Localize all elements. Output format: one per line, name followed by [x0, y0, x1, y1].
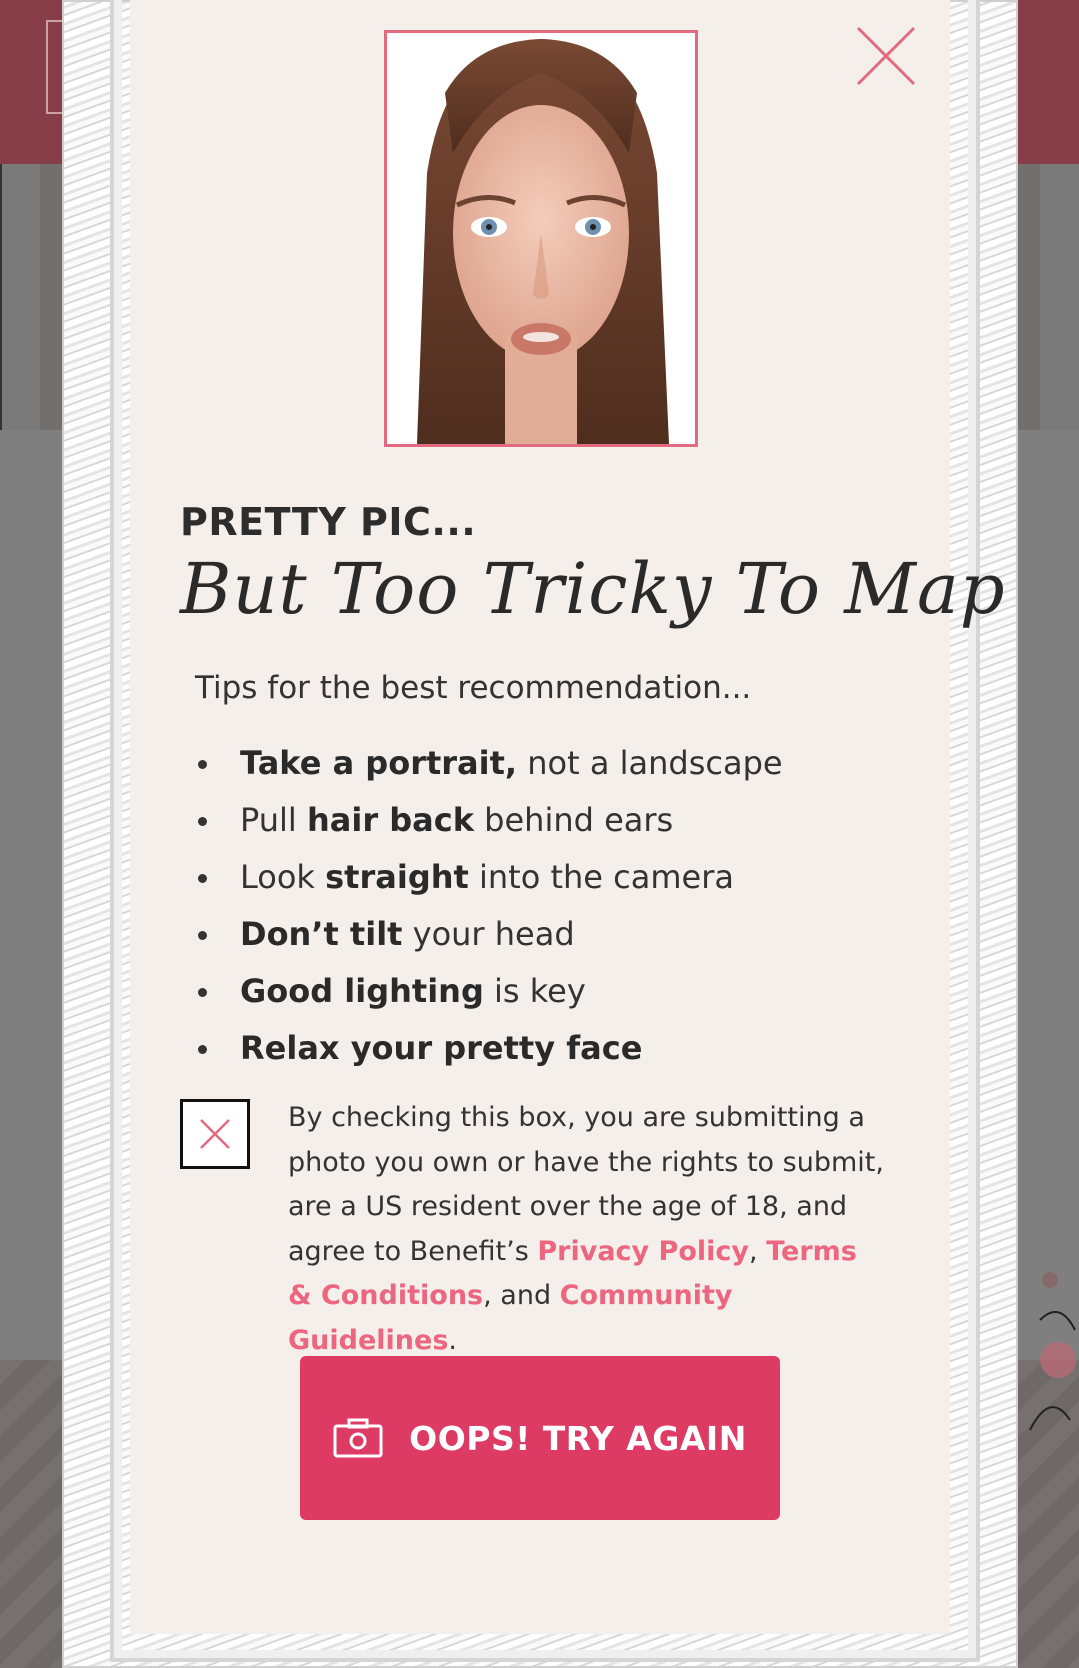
- error-title: But Too Tricky To Map: [180, 548, 1006, 630]
- tip-text: Look: [240, 858, 326, 896]
- tip-text: Pull: [240, 801, 307, 839]
- community-guidelines-link[interactable]: Community Guidelines: [288, 1280, 733, 1356]
- consent-copy: By checking this box, you are submitting a photo you own or have the rights to submit, are a US resident over the age of 18, and agree to Benefit’s: [288, 1102, 884, 1267]
- tip-emphasis: Relax your pretty face: [240, 1029, 643, 1067]
- try-again-button[interactable]: [300, 1356, 780, 1520]
- tip-item: [195, 963, 783, 1020]
- background-rail: [0, 164, 2, 430]
- tips-list: [195, 735, 783, 1077]
- tip-emphasis: Good lighting: [240, 972, 484, 1010]
- tip-item: [195, 792, 783, 849]
- consent-separator: , and: [483, 1280, 560, 1311]
- consent-checkbox[interactable]: [180, 1099, 250, 1169]
- consent-text: [288, 1096, 888, 1363]
- consent-end: .: [448, 1324, 457, 1356]
- tips-lead: Tips for the best recommendation...: [195, 670, 752, 706]
- bullet-icon: [198, 874, 207, 883]
- tip-emphasis: hair back: [306, 801, 474, 839]
- error-eyebrow: PRETTY PIC...: [180, 500, 477, 544]
- bullet-icon: [198, 931, 207, 940]
- try-again-label: OOPS! TRY AGAIN: [409, 1418, 747, 1458]
- tip-item: [195, 906, 783, 963]
- bullet-icon: [198, 760, 207, 769]
- tip-text: behind ears: [473, 801, 674, 839]
- tip-item: [195, 1020, 783, 1077]
- tip-emphasis: Don’t tilt: [240, 915, 403, 953]
- tip-emphasis: straight: [325, 858, 469, 896]
- privacy-policy-link[interactable]: Privacy Policy: [537, 1235, 750, 1267]
- bullet-icon: [198, 988, 207, 997]
- terms-link[interactable]: Terms & Conditions: [288, 1235, 857, 1311]
- close-button[interactable]: [854, 24, 918, 88]
- uploaded-photo: [384, 30, 698, 447]
- bullet-icon: [198, 817, 207, 826]
- tip-text: is key: [483, 972, 586, 1010]
- tip-text: your head: [402, 915, 575, 953]
- tip-emphasis: Take a portrait,: [240, 744, 518, 782]
- x-mark-icon: [183, 1102, 247, 1166]
- consent-separator: ,: [749, 1235, 767, 1267]
- bullet-icon: [198, 1045, 207, 1054]
- tip-text: into the camera: [468, 858, 734, 896]
- tip-text: not a landscape: [517, 744, 783, 782]
- tip-item: [195, 849, 783, 906]
- camera-icon: [333, 1418, 383, 1458]
- close-icon: [854, 24, 918, 88]
- portrait-image: [387, 33, 695, 444]
- floral-decoration: [1020, 1240, 1079, 1460]
- tip-item: [195, 735, 783, 792]
